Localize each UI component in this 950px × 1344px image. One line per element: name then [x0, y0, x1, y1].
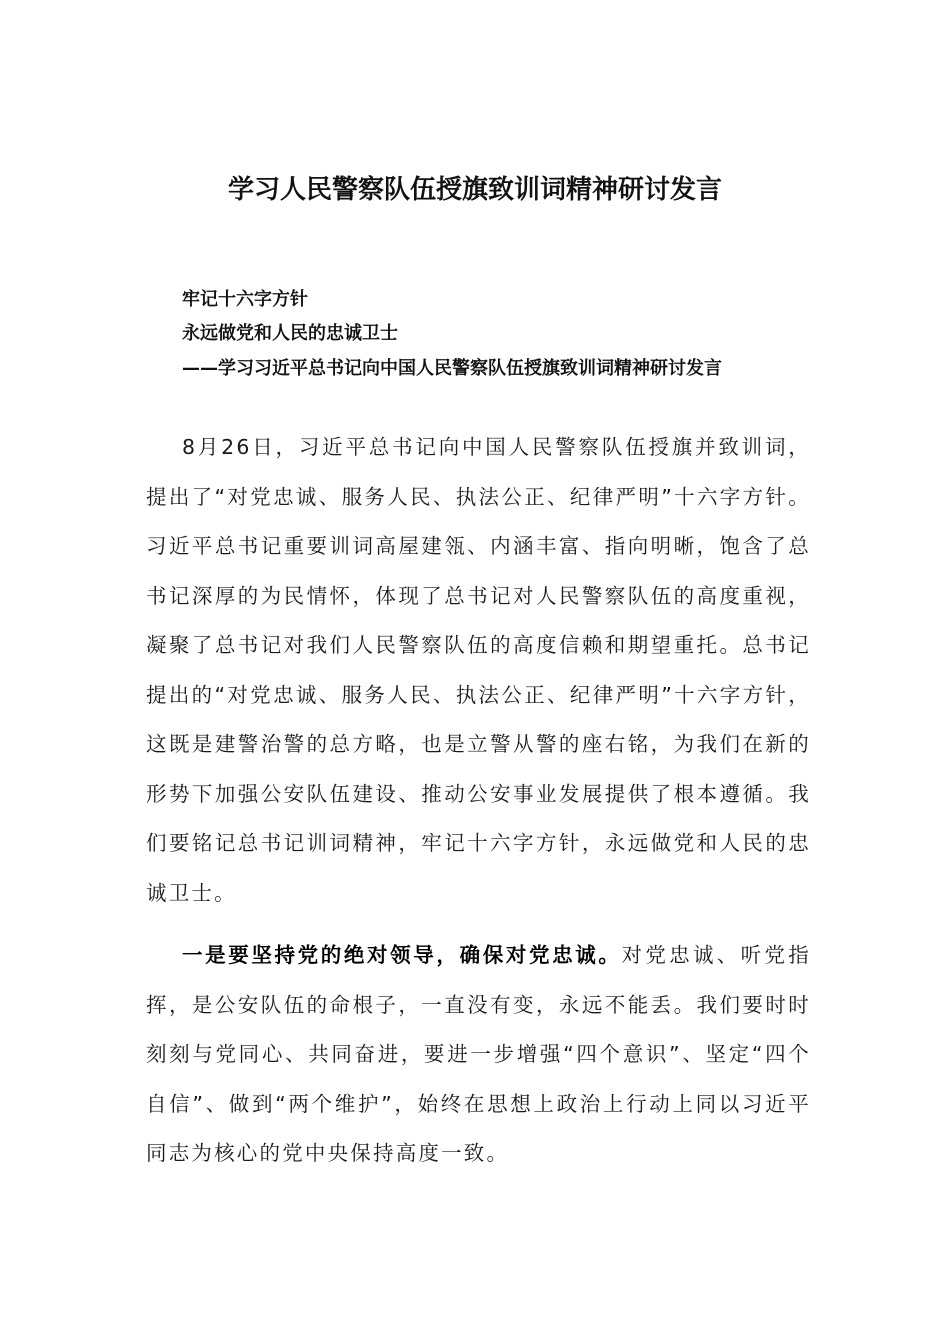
document-title: 学习人民警察队伍授旗致训词精神研讨发言 — [227, 175, 722, 205]
paragraph-lead-sentence: 一是要坚持党的绝对领导，确保对党忠诚。 — [182, 943, 622, 967]
paragraph-text: 8月26日，习近平总书记向中国人民警察队伍授旗并致训词，提出了“对党忠诚、服务人民、执法公正、纪律严明”十六字方针。习近平总书记重要训词高屋建瓴、内涵丰富、指向明晰，饱含了总书记深厚的为民情怀，体现了总书记对人民警察队伍的高度重视，凝聚了总书记对我们人民警察队伍的高度信赖和期望重托。总书记提出的“对党忠诚、服务人民、执法公正、纪律严明”十六字方针，这既是建警治警的总方略，也是立警从警的座右铭，为我们在新的形势下加强公安队伍建设、推动公安事业发展提供了根本遵循。我们要铭记总书记训词精神，牢记十六字方针，永远做党和人民的忠诚卫士。 — [146, 435, 811, 905]
subheading-2: 永远做党和人民的忠诚卫士 — [182, 323, 398, 344]
body-paragraph-2 — [146, 931, 811, 1179]
subheading-1: 牢记十六字方针 — [182, 289, 308, 310]
body-paragraph-1 — [146, 423, 811, 918]
subheading-3: ——学习习近平总书记向中国人民警察队伍授旗致训词精神研讨发言 — [182, 358, 722, 379]
paragraph-text: 对党忠诚、听党指挥，是公安队伍的命根子，一直没有变，永远不能丢。我们要时时刻刻与党同心、共同奋进，要进一步增强“四个意识”、坚定“四个自信”、做到“两个维护”，始终在思想上政治上行动上同以习近平同志为核心的党中央保持高度一致。 — [146, 943, 811, 1165]
